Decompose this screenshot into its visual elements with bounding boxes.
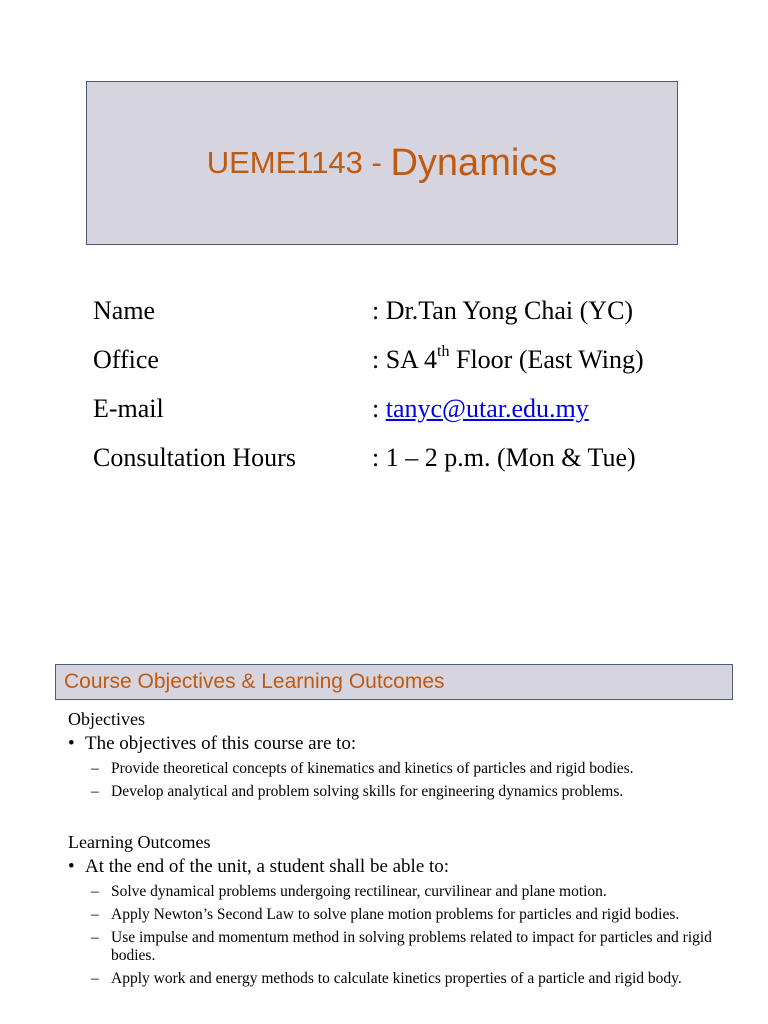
objectives-heading: Objectives xyxy=(68,709,145,729)
list-item-text: Solve dynamical problems undergoing rectilinear, curvilinear and plane motion. xyxy=(111,883,607,900)
bullet-mark: • xyxy=(68,856,75,877)
list-item-text: Apply Newton’s Second Law to solve plane motion problems for particles and rigid bodies. xyxy=(111,906,680,923)
course-name: Dynamics xyxy=(390,141,558,184)
course-title-box xyxy=(86,81,678,245)
email-prefix: : xyxy=(372,394,386,423)
section-title-bar: Course Objectives & Learning Outcomes xyxy=(55,664,733,700)
office-label: Office xyxy=(93,345,159,374)
list-item-text: Apply work and energy methods to calculate kinetics properties of a particle and rigid body. xyxy=(111,970,682,987)
objectives-list xyxy=(68,760,748,801)
dash-mark: – xyxy=(91,783,99,800)
office-value-prefix: : SA 4 xyxy=(372,345,438,374)
dash-mark: – xyxy=(91,906,99,923)
name-value: : Dr.Tan Yong Chai (YC) xyxy=(372,296,634,325)
email-link[interactable]: tanyc@utar.edu.my xyxy=(385,394,589,423)
bullet-mark: • xyxy=(68,733,75,754)
office-value xyxy=(372,345,644,375)
list-item xyxy=(68,783,748,801)
list-item xyxy=(68,929,728,965)
consultation-value: : 1 – 2 p.m. (Mon & Tue) xyxy=(372,443,636,472)
objectives-intro-bullet xyxy=(68,732,748,756)
list-item xyxy=(68,970,728,988)
outcomes-list xyxy=(68,883,728,988)
course-code: UEME1143 xyxy=(206,145,363,180)
list-item-text: Develop analytical and problem solving skills for engineering dynamics problems. xyxy=(111,783,624,800)
dash-mark: – xyxy=(91,883,99,900)
office-value-superscript: th xyxy=(437,343,450,361)
list-item-text: Use impulse and momentum method in solving problems related to impact for particles and rigid bodies. xyxy=(111,929,712,964)
outcomes-intro-bullet xyxy=(68,855,748,879)
list-item xyxy=(68,760,748,778)
outcomes-block xyxy=(68,831,748,993)
dash-mark: – xyxy=(91,760,99,777)
list-item-text: Provide theoretical concepts of kinematics and kinetics of particles and rigid bodies. xyxy=(111,760,634,777)
dash-mark: – xyxy=(91,970,99,987)
objectives-block xyxy=(68,708,748,806)
outcomes-heading: Learning Outcomes xyxy=(68,832,211,852)
office-value-suffix: Floor (East Wing) xyxy=(449,345,644,374)
outcomes-intro: At the end of the unit, a student shall be able to: xyxy=(85,856,450,877)
list-item xyxy=(68,883,728,901)
consultation-label: Consultation Hours xyxy=(93,443,296,472)
name-label: Name xyxy=(93,296,156,325)
list-item xyxy=(68,906,728,924)
email-label: E-mail xyxy=(93,394,164,423)
dash-mark: – xyxy=(91,929,99,946)
objectives-intro: The objectives of this course are to: xyxy=(85,733,357,754)
email-value xyxy=(372,394,589,424)
title-separator: - xyxy=(362,145,391,180)
